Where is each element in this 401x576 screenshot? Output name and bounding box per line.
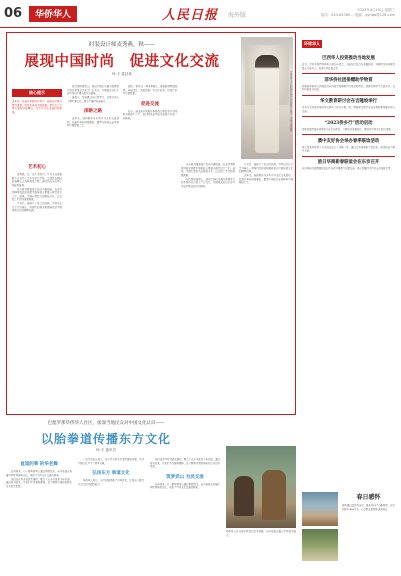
lead-subhead-2: 深耕之路 (84, 109, 102, 115)
lead-photo-caption: 麦秀燕设计的服装在国际时装周上展示（受访者供图） (289, 71, 292, 134)
newspaper-logo-sub: 海外版 (228, 12, 247, 19)
model-figure (255, 55, 279, 153)
lead-column-4: 从小就对服装设计充满兴趣的她，在求学期间便开始尝试把中国传统元素融入现代设计之中。她说，中国有着悠久的服饰文化，这是取之不尽的灵感源泉。 在巴黎时装周上，她以中国山水画为灵感设计的系列作品引起了广泛关注。外国观众惊叹于这些作品中蕴含的东方韵味。 (181, 163, 235, 188)
news-item: 华文教育研讨会在吉隆坡举行 来自马来西亚各地的华文教育工作者齐聚一堂，围绕华文教学方法与教材建设展开深入交流。 (302, 99, 395, 113)
sidebar-label: 环球华人 (304, 41, 320, 46)
lead-subhead-1: 艺术初心 (28, 165, 46, 170)
news-item: 澳中友好协会举办春季联谊活动 澳大利亚华侨华人与当地友好人士共聚一堂，通过文艺表演和美食品鉴，加深彼此了解与友谊。 (302, 138, 395, 152)
lead-photo (241, 37, 293, 159)
story2-photo (226, 446, 296, 528)
lead-intro (12, 89, 62, 114)
story2-headline: 以胎拳道传播东方文化 (40, 432, 171, 446)
sidebar-news (302, 52, 395, 171)
story2-subhead-3: 筑梦武山 为民交流 (166, 474, 204, 480)
news-item: 旅日华商新春联谊会在东京召开 在日华商代表围绕经贸合作与社区服务等议题交流，表示将继续为中日友好贡献力量。 (302, 160, 393, 170)
lead-column-3: 她说：‘时尚是一种世界语言，服装能够跨越国界，传递文化。我愿意做一名文化使者，用设计讲好中国故事。’ 促进交流 如今，越来越多的海外华裔设计师投身于中国时尚的推广之中，他们的作品正成为连接中外的一座桥梁。 (123, 85, 177, 120)
lead-kicker: 时装设计师麦秀燕，秋—— (88, 42, 155, 48)
intro-title: 核心提示 (12, 89, 62, 97)
story2-byline: 杨 宇 通讯员 (96, 448, 116, 452)
intro-text: 近年来，在海外华裔设计师中，她们以中国元素为灵感，用作品讲述中国故事，把东方之美带上国际时装舞台，为中外文化交流搭起桥梁。 (12, 100, 62, 114)
story2-photo-caption: 华侨华人在当地社区进行武术表演，向当地民众展示中华武术魅力。 (226, 530, 296, 537)
page-header (0, 0, 401, 28)
news-item: “2023侨乡行”活动启动 活动将组织海外华裔青少年走访侨乡，了解家乡发展变化，增进对中华文化的认同感。 (302, 120, 393, 131)
sidebar-photo-2 (302, 529, 338, 561)
newspaper-logo: 人民日报 (162, 8, 219, 23)
page-number: 06 (4, 6, 23, 21)
story2-kicker: 巴塞罗那华侨华人社区，加深当地民众对中国文化认识—— (47, 421, 165, 426)
date-line: 2023年4月19日 星期三 电话：010-65369… 电邮：gyhqb@126.com (320, 8, 395, 17)
lead-headline: 展现中国时尚 促进文化交流 (24, 53, 220, 70)
news-item: 菲华侨社团捐赠助学物资 菲律宾华侨华人团体近日向当地学校捐赠学习用品和图书，帮助贫困学生完成学业，受到当地民众欢迎。 (302, 77, 395, 91)
sidebar-photo-1 (302, 492, 338, 526)
lead-column-5: 毕业后，她创立了自己的品牌，坚持以东方美学为核心，用现代的剪裁和面料表达中国传统文化的精神内涵。 近年来，她积极参与各类中外文化交流活动，在海外举办时装展览，邀请当地民众亲身体验中国服饰之美。 (239, 163, 293, 185)
poem-text: 春风拂过故乡的山岗，桃花开满了小路两旁。远方的游子望向东方，心中默念着那熟悉的地方。 (342, 504, 395, 511)
story2-subhead-1: 直道的事 的华老舞 (20, 462, 58, 467)
story2-column-3: 他们在社区开设武术课程，吸引了众多当地青少年参加。通过练习武术，学员们不仅强身健体，还了解到中国的传统礼仪与哲学思想。 筑梦武山 为民交流 在西班牙，有一群华侨华人通过教授武术，向当地民众传播中华优秀传统文化，架起了中西文化交流的桥梁。 (150, 458, 220, 489)
lead-column-2: 在巴黎时装周上，她以中国山水画为灵感设计的系列作品引起了广泛关注。外国观众惊叹于这些作品中蕴含的东方韵味。 她表示，希望通过自己的努力，让更多的人了解中国文化，感受中国时尚的魅力。 深耕之路 近年来，她积极参与各类中外文化交流活动，在海外举办时装展览，邀请当地民众亲身体验中国服饰之美。 (67, 85, 119, 128)
lead-story (6, 32, 296, 415)
lead-column-1: 艺术初心 麦秀燕，女，出生于四川，毕业于英国伦敦中央圣马丁艺术与设计学院，是活跃在国际时装舞台上的华裔设计师。她的作品多次登上国际时装周。 从小就对服装设计充满兴趣的她，在求学期间便开始尝试把中国传统元素融入现代设计之中。她说，中国有着悠久的服饰文化，这是取之不尽的灵感源泉。 毕业后，她创立了自己的品牌，坚持以东方美学为核心，用现代的剪裁和面料表达中国传统文化的精神内涵。 (12, 165, 62, 213)
story2-column-2: 一位学员家长表示，孩子学习武术后变得更加自律，也对中国文化产生了浓厚兴趣。 弘扬东方 拳道文化 华侨华人表示，今后将继续推广中华武术，让更多人感受东方文化的独特魅力。 (78, 458, 144, 486)
story2-column-1: 直道的事 的华老舞 在西班牙，有一群华侨华人通过教授武术，向当地民众传播中华优秀传统文化，架起了中西文化交流的桥梁。 他们在社区开设武术课程，吸引了众多当地青少年参加。通过练习武术，学员们不仅强身健体，还了解到中国的传统礼仪与哲学思想。 (6, 462, 72, 488)
news-item: 巴西华人投资推动当地发展 近日，巴西圣保罗华侨华人举行座谈会，交流在巴投资与发展经验，共同探讨如何更好融入当地社会，促进中巴经贸合作。 (302, 56, 395, 70)
poem-title: 春日感怀 (356, 494, 381, 501)
lead-byline: 杨 宇 霍延林 (112, 72, 132, 76)
story2-subhead-2: 弘扬东方 拳道文化 (92, 471, 130, 476)
second-story (6, 418, 296, 570)
lead-subhead-3: 促进交流 (141, 101, 159, 107)
section-label: 华侨华人 (29, 6, 77, 22)
sidebar-poem (342, 492, 395, 511)
